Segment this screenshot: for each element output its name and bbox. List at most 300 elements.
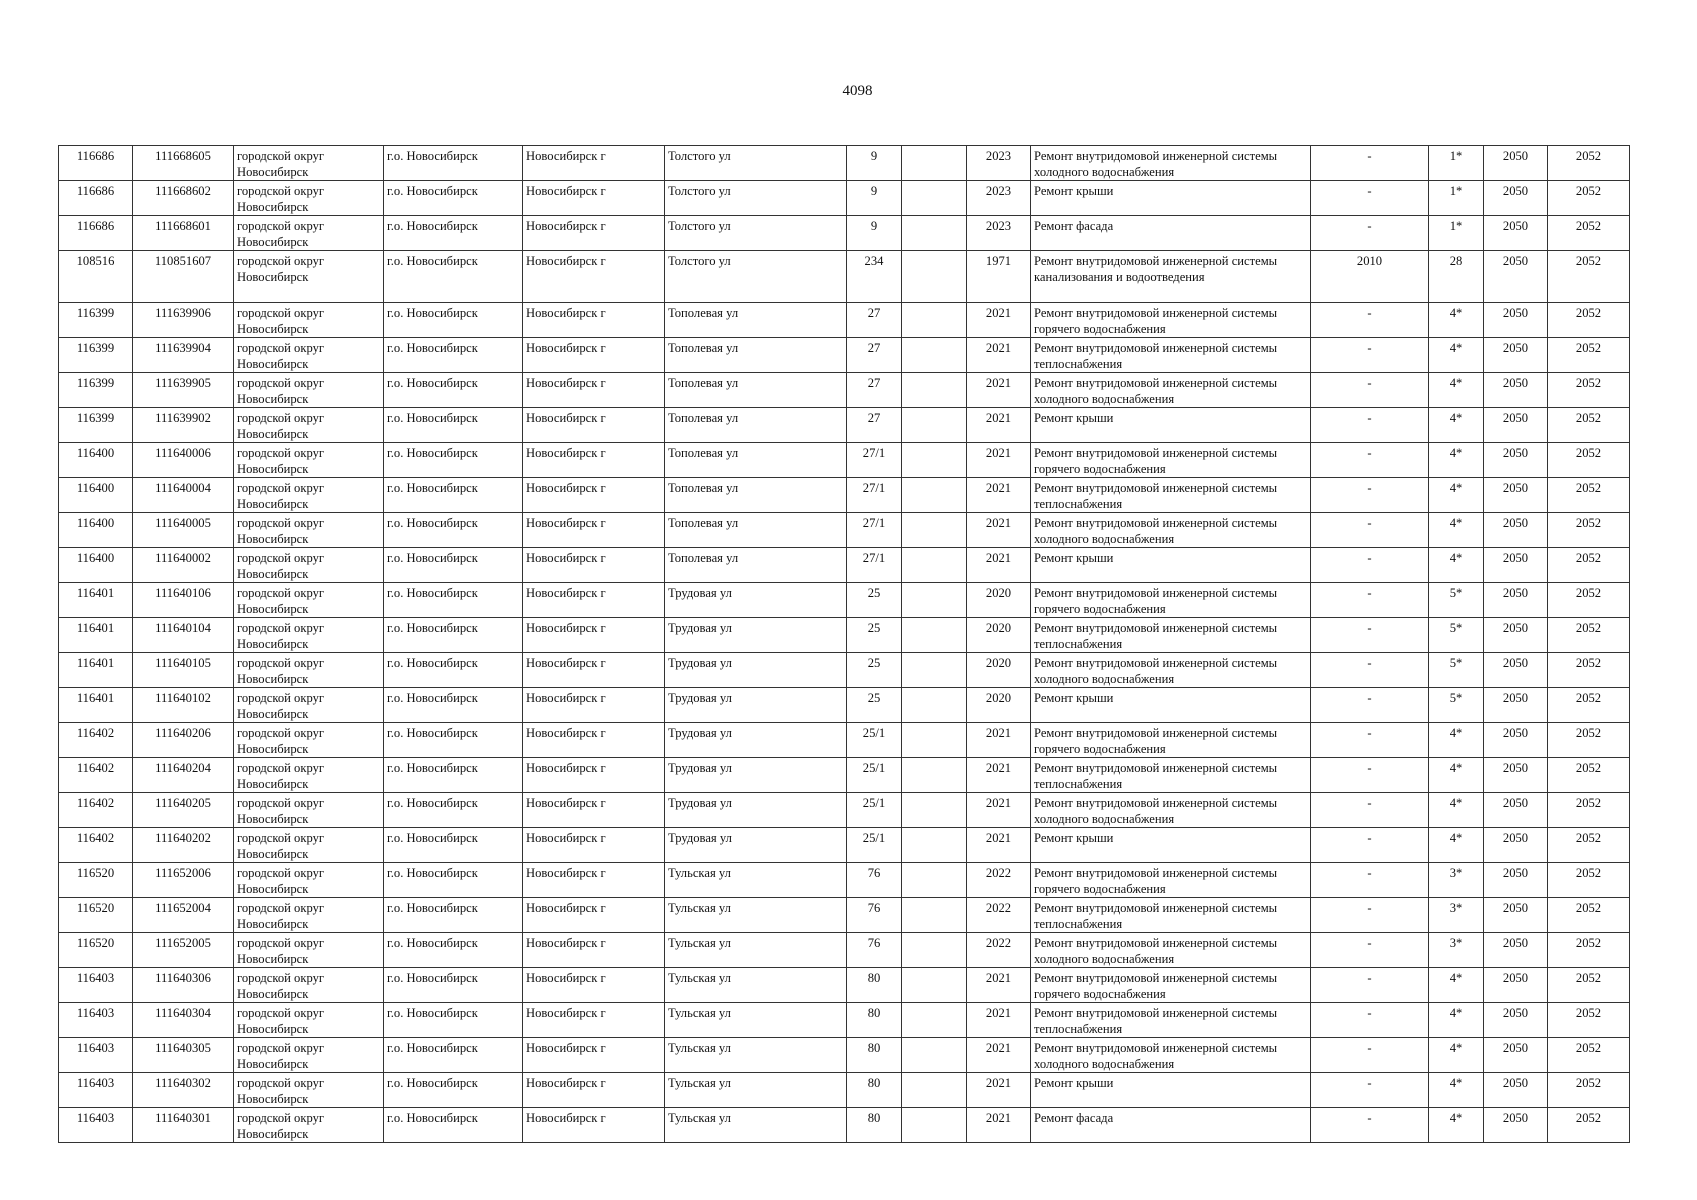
- cell-plan-end: 2052: [1548, 338, 1630, 373]
- cell-municipality: городской округ Новосибирск: [234, 408, 384, 443]
- cell-plan-start: 2050: [1484, 338, 1548, 373]
- page-number: 4098: [842, 83, 873, 99]
- cell-work-type: Ремонт внутридомовой инженерной системы холодного водоснабжения: [1031, 793, 1311, 828]
- cell-last-repair-year: -: [1311, 723, 1429, 758]
- cell-city: Новосибирск г: [523, 146, 665, 181]
- cell-last-repair-year: -: [1311, 1073, 1429, 1108]
- cell-plan-end: 2052: [1548, 443, 1630, 478]
- cell-house-number: 9: [847, 181, 902, 216]
- cell-street: Тополевая ул: [665, 408, 847, 443]
- cell-street: Трудовая ул: [665, 688, 847, 723]
- cell-record-id: 111640006: [133, 443, 234, 478]
- cell-municipality: городской округ Новосибирск: [234, 1073, 384, 1108]
- cell-year: 1971: [967, 251, 1031, 303]
- cell-plan-end: 2052: [1548, 373, 1630, 408]
- cell-street: Трудовая ул: [665, 653, 847, 688]
- cell-plan-end: 2052: [1548, 793, 1630, 828]
- cell-city: Новосибирск г: [523, 478, 665, 513]
- cell-municipality: городской округ Новосибирск: [234, 723, 384, 758]
- cell-house-number: 27/1: [847, 548, 902, 583]
- cell-wear: 5*: [1429, 688, 1484, 723]
- cell-record-id: 111652004: [133, 898, 234, 933]
- cell-plan-start: 2050: [1484, 181, 1548, 216]
- table-row: [59, 863, 1630, 898]
- cell-year: 2021: [967, 1108, 1031, 1143]
- cell-street: Толстого ул: [665, 181, 847, 216]
- cell-street: Тульская ул: [665, 1073, 847, 1108]
- cell-house-id: 116400: [59, 513, 133, 548]
- repair-schedule-table: [58, 145, 1630, 1143]
- cell-last-repair-year: -: [1311, 216, 1429, 251]
- cell-empty-column: [902, 373, 967, 408]
- cell-plan-start: 2050: [1484, 898, 1548, 933]
- cell-street: Тульская ул: [665, 1003, 847, 1038]
- cell-work-type: Ремонт внутридомовой инженерной системы горячего водоснабжения: [1031, 443, 1311, 478]
- cell-plan-end: 2052: [1548, 723, 1630, 758]
- cell-city: Новосибирск г: [523, 933, 665, 968]
- cell-house-id: 116403: [59, 1038, 133, 1073]
- cell-urban-district: г.о. Новосибирск: [384, 443, 523, 478]
- cell-plan-start: 2050: [1484, 933, 1548, 968]
- cell-municipality: городской округ Новосибирск: [234, 583, 384, 618]
- cell-wear: 4*: [1429, 723, 1484, 758]
- cell-street: Толстого ул: [665, 216, 847, 251]
- cell-street: Трудовая ул: [665, 793, 847, 828]
- cell-plan-end: 2052: [1548, 181, 1630, 216]
- cell-urban-district: г.о. Новосибирск: [384, 338, 523, 373]
- cell-municipality: городской округ Новосибирск: [234, 618, 384, 653]
- cell-work-type: Ремонт внутридомовой инженерной системы холодного водоснабжения: [1031, 513, 1311, 548]
- cell-work-type: Ремонт внутридомовой инженерной системы горячего водоснабжения: [1031, 303, 1311, 338]
- cell-municipality: городской округ Новосибирск: [234, 933, 384, 968]
- cell-year: 2023: [967, 146, 1031, 181]
- cell-last-repair-year: -: [1311, 373, 1429, 408]
- cell-plan-end: 2052: [1548, 898, 1630, 933]
- cell-house-id: 116399: [59, 338, 133, 373]
- cell-plan-end: 2052: [1548, 1073, 1630, 1108]
- cell-urban-district: г.о. Новосибирск: [384, 513, 523, 548]
- cell-municipality: городской округ Новосибирск: [234, 478, 384, 513]
- cell-house-id: 116400: [59, 443, 133, 478]
- table-row: [59, 1073, 1630, 1108]
- cell-plan-end: 2052: [1548, 968, 1630, 1003]
- cell-urban-district: г.о. Новосибирск: [384, 758, 523, 793]
- cell-year: 2021: [967, 793, 1031, 828]
- cell-house-number: 80: [847, 1038, 902, 1073]
- cell-empty-column: [902, 1073, 967, 1108]
- cell-wear: 4*: [1429, 793, 1484, 828]
- cell-urban-district: г.о. Новосибирск: [384, 793, 523, 828]
- cell-city: Новосибирск г: [523, 303, 665, 338]
- cell-wear: 1*: [1429, 216, 1484, 251]
- cell-plan-start: 2050: [1484, 828, 1548, 863]
- cell-plan-end: 2052: [1548, 1108, 1630, 1143]
- cell-municipality: городской округ Новосибирск: [234, 688, 384, 723]
- cell-urban-district: г.о. Новосибирск: [384, 723, 523, 758]
- cell-record-id: 111640205: [133, 793, 234, 828]
- cell-house-number: 76: [847, 933, 902, 968]
- cell-house-number: 27/1: [847, 443, 902, 478]
- cell-house-id: 116686: [59, 146, 133, 181]
- cell-city: Новосибирск г: [523, 216, 665, 251]
- cell-work-type: Ремонт внутридомовой инженерной системы теплоснабжения: [1031, 618, 1311, 653]
- cell-empty-column: [902, 653, 967, 688]
- cell-year: 2021: [967, 303, 1031, 338]
- cell-house-number: 27: [847, 303, 902, 338]
- cell-record-id: 111640301: [133, 1108, 234, 1143]
- cell-house-id: 116402: [59, 758, 133, 793]
- cell-city: Новосибирск г: [523, 443, 665, 478]
- cell-plan-end: 2052: [1548, 653, 1630, 688]
- cell-empty-column: [902, 1003, 967, 1038]
- cell-plan-start: 2050: [1484, 688, 1548, 723]
- cell-urban-district: г.о. Новосибирск: [384, 653, 523, 688]
- cell-year: 2022: [967, 933, 1031, 968]
- cell-municipality: городской округ Новосибирск: [234, 251, 384, 303]
- table-row: [59, 1108, 1630, 1143]
- cell-plan-start: 2050: [1484, 303, 1548, 338]
- cell-wear: 5*: [1429, 583, 1484, 618]
- cell-plan-end: 2052: [1548, 583, 1630, 618]
- cell-street: Трудовая ул: [665, 723, 847, 758]
- cell-year: 2021: [967, 758, 1031, 793]
- cell-plan-end: 2052: [1548, 408, 1630, 443]
- cell-record-id: 111639902: [133, 408, 234, 443]
- cell-empty-column: [902, 303, 967, 338]
- cell-last-repair-year: -: [1311, 688, 1429, 723]
- cell-work-type: Ремонт внутридомовой инженерной системы холодного водоснабжения: [1031, 933, 1311, 968]
- cell-street: Тополевая ул: [665, 373, 847, 408]
- cell-empty-column: [902, 723, 967, 758]
- cell-last-repair-year: -: [1311, 618, 1429, 653]
- cell-plan-end: 2052: [1548, 216, 1630, 251]
- cell-record-id: 111640102: [133, 688, 234, 723]
- cell-record-id: 111640302: [133, 1073, 234, 1108]
- cell-wear: 4*: [1429, 373, 1484, 408]
- cell-year: 2020: [967, 653, 1031, 688]
- cell-municipality: городской округ Новосибирск: [234, 653, 384, 688]
- cell-house-id: 116403: [59, 1003, 133, 1038]
- cell-house-number: 76: [847, 863, 902, 898]
- cell-urban-district: г.о. Новосибирск: [384, 968, 523, 1003]
- cell-last-repair-year: -: [1311, 1038, 1429, 1073]
- cell-last-repair-year: -: [1311, 653, 1429, 688]
- cell-urban-district: г.о. Новосибирск: [384, 548, 523, 583]
- cell-house-number: 27: [847, 338, 902, 373]
- cell-wear: 4*: [1429, 408, 1484, 443]
- cell-urban-district: г.о. Новосибирск: [384, 408, 523, 443]
- cell-wear: 3*: [1429, 863, 1484, 898]
- cell-work-type: Ремонт внутридомовой инженерной системы горячего водоснабжения: [1031, 968, 1311, 1003]
- table-row: [59, 548, 1630, 583]
- cell-urban-district: г.о. Новосибирск: [384, 373, 523, 408]
- cell-wear: 4*: [1429, 513, 1484, 548]
- cell-street: Тульская ул: [665, 898, 847, 933]
- cell-urban-district: г.о. Новосибирск: [384, 251, 523, 303]
- cell-urban-district: г.о. Новосибирск: [384, 216, 523, 251]
- table-row: [59, 828, 1630, 863]
- cell-last-repair-year: -: [1311, 793, 1429, 828]
- cell-year: 2021: [967, 828, 1031, 863]
- cell-empty-column: [902, 898, 967, 933]
- cell-year: 2020: [967, 618, 1031, 653]
- cell-empty-column: [902, 1108, 967, 1143]
- cell-year: 2021: [967, 513, 1031, 548]
- cell-street: Тульская ул: [665, 933, 847, 968]
- cell-empty-column: [902, 968, 967, 1003]
- cell-wear: 4*: [1429, 1108, 1484, 1143]
- cell-urban-district: г.о. Новосибирск: [384, 933, 523, 968]
- cell-work-type: Ремонт внутридомовой инженерной системы теплоснабжения: [1031, 338, 1311, 373]
- table-row: [59, 181, 1630, 216]
- cell-house-id: 116520: [59, 933, 133, 968]
- cell-plan-start: 2050: [1484, 373, 1548, 408]
- cell-plan-start: 2050: [1484, 1108, 1548, 1143]
- cell-house-id: 116402: [59, 828, 133, 863]
- cell-city: Новосибирск г: [523, 251, 665, 303]
- cell-work-type: Ремонт внутридомовой инженерной системы холодного водоснабжения: [1031, 653, 1311, 688]
- cell-plan-end: 2052: [1548, 828, 1630, 863]
- cell-plan-end: 2052: [1548, 1038, 1630, 1073]
- cell-municipality: городской округ Новосибирск: [234, 548, 384, 583]
- cell-record-id: 111640105: [133, 653, 234, 688]
- cell-plan-start: 2050: [1484, 968, 1548, 1003]
- table-body: [59, 146, 1630, 1143]
- cell-work-type: Ремонт внутридомовой инженерной системы горячего водоснабжения: [1031, 583, 1311, 618]
- cell-year: 2021: [967, 548, 1031, 583]
- cell-empty-column: [902, 1038, 967, 1073]
- cell-empty-column: [902, 251, 967, 303]
- cell-plan-end: 2052: [1548, 933, 1630, 968]
- cell-empty-column: [902, 181, 967, 216]
- cell-street: Трудовая ул: [665, 583, 847, 618]
- cell-city: Новосибирск г: [523, 1038, 665, 1073]
- cell-house-number: 27/1: [847, 513, 902, 548]
- cell-record-id: 111640106: [133, 583, 234, 618]
- cell-year: 2022: [967, 898, 1031, 933]
- cell-work-type: Ремонт фасада: [1031, 1108, 1311, 1143]
- cell-wear: 4*: [1429, 1038, 1484, 1073]
- cell-house-number: 25/1: [847, 793, 902, 828]
- cell-plan-start: 2050: [1484, 513, 1548, 548]
- cell-street: Тополевая ул: [665, 443, 847, 478]
- table-row: [59, 618, 1630, 653]
- cell-house-number: 25/1: [847, 723, 902, 758]
- cell-record-id: 111640305: [133, 1038, 234, 1073]
- cell-wear: 28: [1429, 251, 1484, 303]
- cell-empty-column: [902, 863, 967, 898]
- cell-wear: 5*: [1429, 618, 1484, 653]
- cell-street: Толстого ул: [665, 251, 847, 303]
- cell-work-type: Ремонт внутридомовой инженерной системы теплоснабжения: [1031, 758, 1311, 793]
- cell-year: 2022: [967, 863, 1031, 898]
- cell-city: Новосибирск г: [523, 828, 665, 863]
- cell-house-id: 108516: [59, 251, 133, 303]
- cell-municipality: городской округ Новосибирск: [234, 146, 384, 181]
- cell-plan-start: 2050: [1484, 408, 1548, 443]
- cell-empty-column: [902, 146, 967, 181]
- cell-empty-column: [902, 513, 967, 548]
- cell-plan-end: 2052: [1548, 863, 1630, 898]
- cell-work-type: Ремонт внутридомовой инженерной системы горячего водоснабжения: [1031, 863, 1311, 898]
- cell-last-repair-year: -: [1311, 1003, 1429, 1038]
- cell-year: 2021: [967, 1073, 1031, 1108]
- cell-last-repair-year: -: [1311, 303, 1429, 338]
- cell-urban-district: г.о. Новосибирск: [384, 146, 523, 181]
- cell-wear: 4*: [1429, 303, 1484, 338]
- cell-last-repair-year: -: [1311, 548, 1429, 583]
- cell-work-type: Ремонт крыши: [1031, 408, 1311, 443]
- cell-last-repair-year: -: [1311, 443, 1429, 478]
- cell-last-repair-year: -: [1311, 478, 1429, 513]
- cell-house-id: 116403: [59, 1073, 133, 1108]
- cell-plan-start: 2050: [1484, 653, 1548, 688]
- table-row: [59, 478, 1630, 513]
- cell-last-repair-year: -: [1311, 181, 1429, 216]
- cell-house-id: 116399: [59, 373, 133, 408]
- cell-year: 2021: [967, 723, 1031, 758]
- cell-record-id: 111640005: [133, 513, 234, 548]
- cell-plan-start: 2050: [1484, 251, 1548, 303]
- cell-wear: 4*: [1429, 1073, 1484, 1108]
- cell-record-id: 111640004: [133, 478, 234, 513]
- cell-house-id: 116401: [59, 583, 133, 618]
- cell-municipality: городской округ Новосибирск: [234, 828, 384, 863]
- cell-record-id: 111640204: [133, 758, 234, 793]
- cell-record-id: 111640104: [133, 618, 234, 653]
- cell-street: Тульская ул: [665, 968, 847, 1003]
- cell-house-id: 116401: [59, 618, 133, 653]
- table-row: [59, 513, 1630, 548]
- table-row: [59, 408, 1630, 443]
- cell-plan-start: 2050: [1484, 618, 1548, 653]
- cell-record-id: 111640202: [133, 828, 234, 863]
- cell-house-id: 116399: [59, 303, 133, 338]
- cell-urban-district: г.о. Новосибирск: [384, 1073, 523, 1108]
- cell-municipality: городской округ Новосибирск: [234, 443, 384, 478]
- cell-city: Новосибирск г: [523, 408, 665, 443]
- table-row: [59, 146, 1630, 181]
- cell-house-number: 25: [847, 688, 902, 723]
- cell-empty-column: [902, 793, 967, 828]
- cell-work-type: Ремонт крыши: [1031, 181, 1311, 216]
- cell-year: 2023: [967, 181, 1031, 216]
- cell-house-number: 27: [847, 408, 902, 443]
- cell-municipality: городской округ Новосибирск: [234, 181, 384, 216]
- cell-house-id: 116520: [59, 898, 133, 933]
- cell-house-number: 80: [847, 1073, 902, 1108]
- cell-house-number: 27/1: [847, 478, 902, 513]
- cell-house-id: 116402: [59, 723, 133, 758]
- cell-street: Тульская ул: [665, 1108, 847, 1143]
- cell-record-id: 111668605: [133, 146, 234, 181]
- cell-empty-column: [902, 408, 967, 443]
- cell-empty-column: [902, 338, 967, 373]
- cell-wear: 4*: [1429, 478, 1484, 513]
- cell-plan-end: 2052: [1548, 478, 1630, 513]
- cell-last-repair-year: -: [1311, 146, 1429, 181]
- cell-wear: 4*: [1429, 338, 1484, 373]
- cell-work-type: Ремонт внутридомовой инженерной системы холодного водоснабжения: [1031, 146, 1311, 181]
- table-row: [59, 583, 1630, 618]
- cell-municipality: городской округ Новосибирск: [234, 863, 384, 898]
- cell-plan-start: 2050: [1484, 863, 1548, 898]
- cell-wear: 3*: [1429, 933, 1484, 968]
- cell-city: Новосибирск г: [523, 898, 665, 933]
- cell-plan-end: 2052: [1548, 618, 1630, 653]
- cell-city: Новосибирск г: [523, 863, 665, 898]
- cell-city: Новосибирск г: [523, 723, 665, 758]
- cell-empty-column: [902, 216, 967, 251]
- cell-house-id: 116401: [59, 688, 133, 723]
- cell-municipality: городской округ Новосибирск: [234, 898, 384, 933]
- cell-municipality: городской округ Новосибирск: [234, 373, 384, 408]
- cell-city: Новосибирск г: [523, 548, 665, 583]
- cell-last-repair-year: -: [1311, 758, 1429, 793]
- cell-empty-column: [902, 478, 967, 513]
- cell-house-number: 9: [847, 146, 902, 181]
- cell-year: 2020: [967, 583, 1031, 618]
- cell-street: Толстого ул: [665, 146, 847, 181]
- cell-record-id: 111668602: [133, 181, 234, 216]
- cell-urban-district: г.о. Новосибирск: [384, 303, 523, 338]
- cell-city: Новосибирск г: [523, 618, 665, 653]
- cell-wear: 4*: [1429, 968, 1484, 1003]
- cell-municipality: городской округ Новосибирск: [234, 303, 384, 338]
- cell-plan-start: 2050: [1484, 758, 1548, 793]
- table-row: [59, 303, 1630, 338]
- cell-street: Трудовая ул: [665, 618, 847, 653]
- cell-work-type: Ремонт крыши: [1031, 688, 1311, 723]
- cell-plan-end: 2052: [1548, 513, 1630, 548]
- cell-record-id: 111652006: [133, 863, 234, 898]
- cell-last-repair-year: -: [1311, 898, 1429, 933]
- cell-urban-district: г.о. Новосибирск: [384, 478, 523, 513]
- cell-urban-district: г.о. Новосибирск: [384, 1003, 523, 1038]
- cell-municipality: городской округ Новосибирск: [234, 513, 384, 548]
- cell-year: 2021: [967, 338, 1031, 373]
- cell-street: Трудовая ул: [665, 828, 847, 863]
- cell-urban-district: г.о. Новосибирск: [384, 688, 523, 723]
- table-row: [59, 216, 1630, 251]
- cell-wear: 4*: [1429, 548, 1484, 583]
- cell-house-number: 80: [847, 1003, 902, 1038]
- cell-plan-start: 2050: [1484, 1038, 1548, 1073]
- cell-last-repair-year: -: [1311, 933, 1429, 968]
- cell-street: Тульская ул: [665, 1038, 847, 1073]
- cell-work-type: Ремонт внутридомовой инженерной системы холодного водоснабжения: [1031, 373, 1311, 408]
- cell-house-id: 116403: [59, 968, 133, 1003]
- cell-house-id: 116401: [59, 653, 133, 688]
- cell-plan-start: 2050: [1484, 1003, 1548, 1038]
- cell-urban-district: г.о. Новосибирск: [384, 898, 523, 933]
- cell-year: 2021: [967, 443, 1031, 478]
- cell-empty-column: [902, 828, 967, 863]
- cell-last-repair-year: 2010: [1311, 251, 1429, 303]
- cell-plan-start: 2050: [1484, 1073, 1548, 1108]
- cell-record-id: 111639905: [133, 373, 234, 408]
- cell-wear: 4*: [1429, 443, 1484, 478]
- cell-municipality: городской округ Новосибирск: [234, 968, 384, 1003]
- cell-house-id: 116686: [59, 216, 133, 251]
- cell-house-number: 9: [847, 216, 902, 251]
- cell-street: Тульская ул: [665, 863, 847, 898]
- cell-last-repair-year: -: [1311, 968, 1429, 1003]
- cell-municipality: городской округ Новосибирск: [234, 338, 384, 373]
- cell-city: Новосибирск г: [523, 968, 665, 1003]
- cell-record-id: 111639906: [133, 303, 234, 338]
- table-row: [59, 1003, 1630, 1038]
